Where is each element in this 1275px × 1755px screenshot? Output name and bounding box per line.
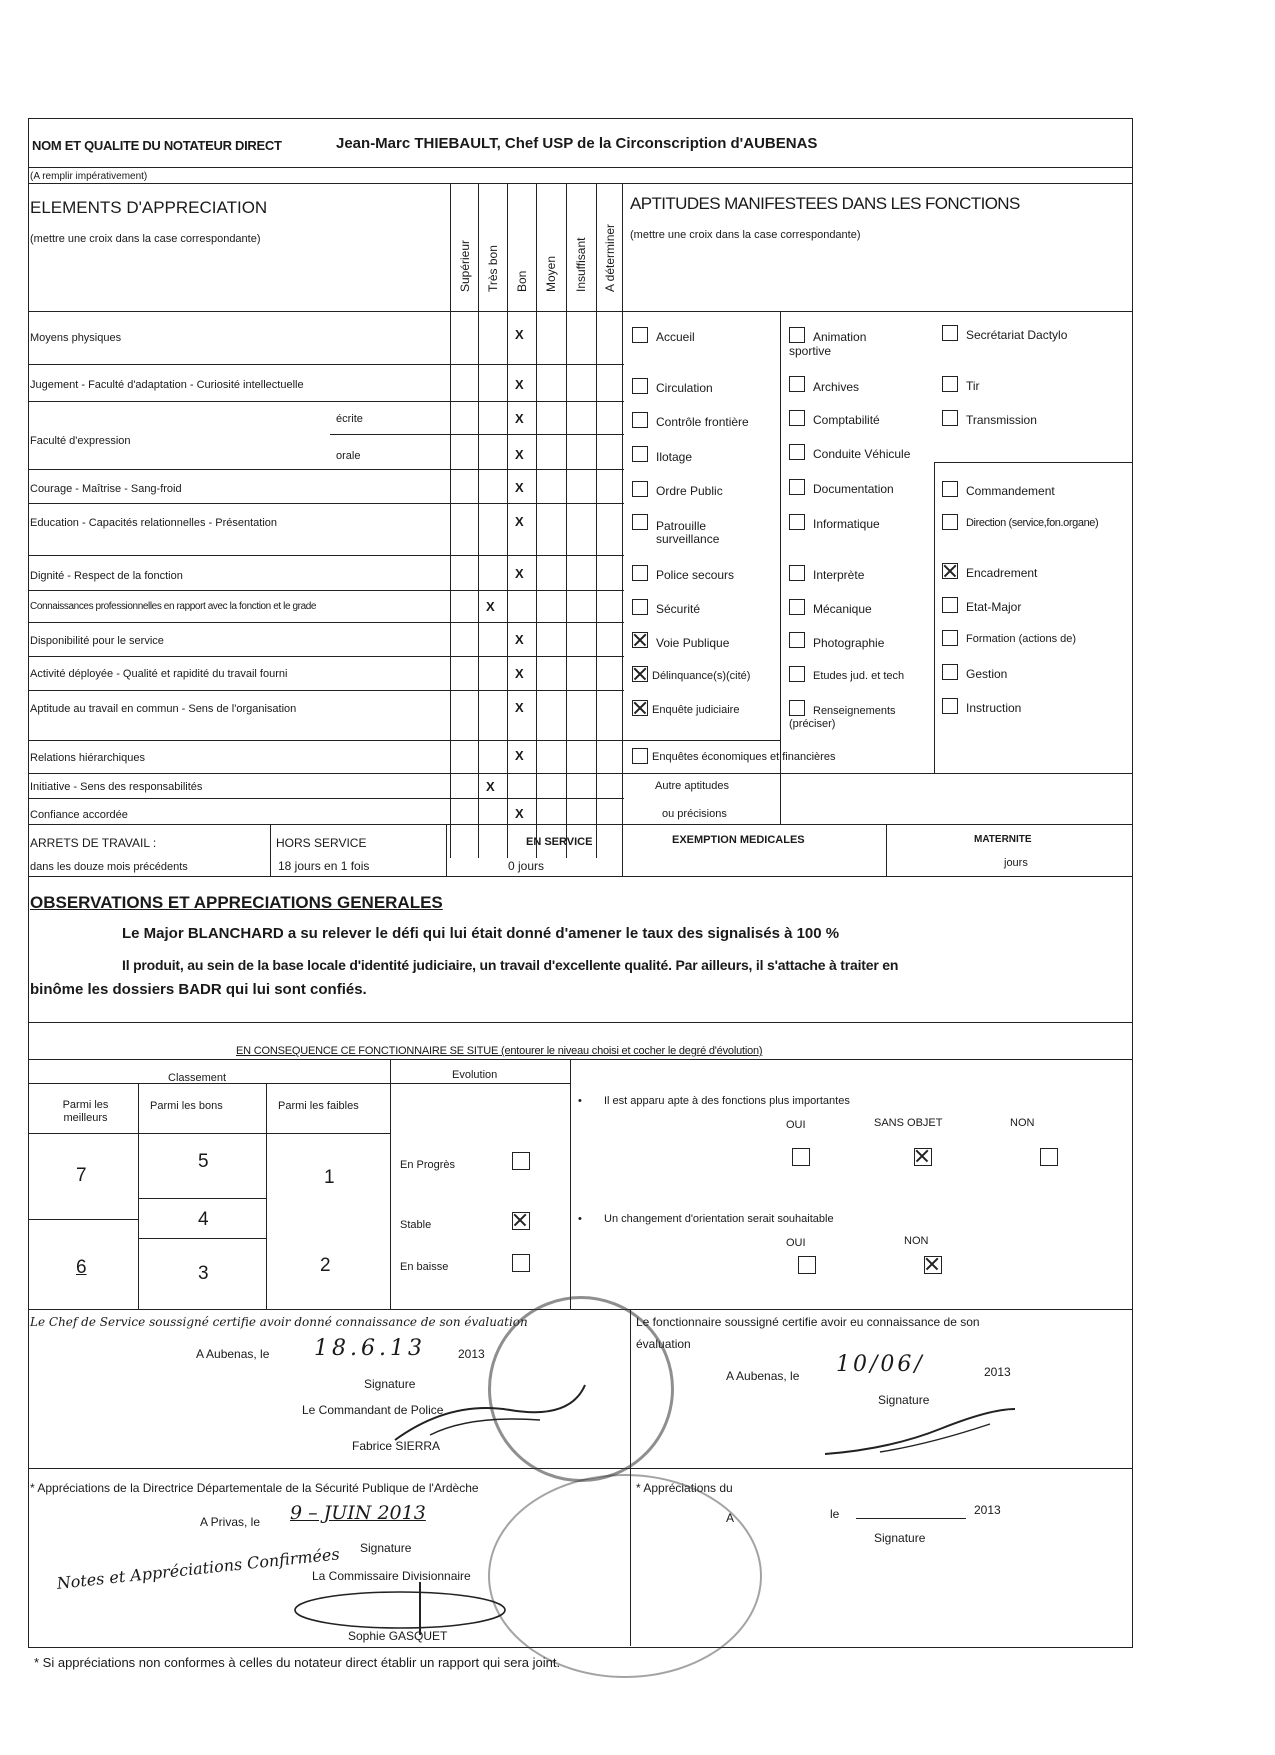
checkbox-comptabilite[interactable] <box>789 410 805 426</box>
checkbox-commandement[interactable] <box>942 481 958 497</box>
label-securite: Sécurité <box>656 602 701 616</box>
label-informatique: Informatique <box>813 517 880 531</box>
checkbox-ilotage[interactable] <box>632 446 648 462</box>
label-animation-sportive: Animation sportive <box>789 330 867 359</box>
label-conduite-vehicule: Conduite Véhicule <box>813 447 911 461</box>
classement-title: Classement <box>168 1072 227 1084</box>
label-accueil: Accueil <box>656 330 695 344</box>
a-aubenas: A Aubenas, le <box>196 1347 270 1361</box>
label-etat-major: Etat-Major <box>966 600 1022 614</box>
col-bon: Bon <box>515 270 529 292</box>
signature-directrice <box>290 1580 520 1643</box>
rank-5: 5 <box>198 1151 209 1172</box>
checkbox-photographie[interactable] <box>789 632 805 648</box>
mark-initiative: X <box>486 779 495 794</box>
question-orientation: Un changement d'orientation serait souhaitable <box>604 1213 834 1225</box>
consequence-header: EN CONSEQUENCE CE FONCTIONNAIRE SE SITUE (entourer le niveau choisi et cocher le degré d'évolution) <box>236 1045 763 1057</box>
checkbox-etat-major[interactable] <box>942 597 958 613</box>
evolution-en-baisse: En baisse <box>400 1261 449 1273</box>
mark-ecrite: X <box>515 411 524 426</box>
hors-service-title: HORS SERVICE <box>276 836 367 850</box>
row-activite: Activité déployée - Qualité et rapidité du travail fourni <box>30 668 288 680</box>
en-service-value: 0 jours <box>508 859 545 873</box>
label-etudes-jud: Etudes jud. et tech <box>813 670 905 682</box>
checkbox-ordre-public[interactable] <box>632 481 648 497</box>
col-faibles: Parmi les faibles <box>278 1100 359 1112</box>
mark-dignite: X <box>515 566 524 581</box>
notateur-label: NOM ET QUALITE DU NOTATEUR DIRECT <box>32 138 282 153</box>
year-chef: 2013 <box>458 1347 485 1361</box>
fonctionnaire-certifie-1: Le fonctionnaire soussigné certifie avoir eu connaissance de son <box>636 1315 980 1329</box>
label-gestion: Gestion <box>966 667 1008 681</box>
checkbox-interprete[interactable] <box>789 565 805 581</box>
label-secretariat: Secrétariat Dactylo <box>966 328 1068 342</box>
mark-connaissances: X <box>486 599 495 614</box>
arrets-label: ARRETS DE TRAVAIL : <box>30 836 157 850</box>
checkbox-gestion[interactable] <box>942 664 958 680</box>
checkbox-apte-oui[interactable] <box>792 1148 810 1166</box>
checkbox-archives[interactable] <box>789 376 805 392</box>
observations-title: OBSERVATIONS ET APPRECIATIONS GENERALES <box>30 893 443 912</box>
mark-education: X <box>515 514 524 529</box>
autre-aptitudes-label: Autre aptitudes <box>655 780 729 792</box>
ou-precisions-label: ou précisions <box>662 808 727 820</box>
label-oui-1: OUI <box>786 1119 806 1131</box>
checkbox-securite[interactable] <box>632 599 648 615</box>
checkbox-apte-sans-objet[interactable] <box>914 1148 932 1166</box>
label-controle-frontiere: Contrôle frontière <box>656 415 749 429</box>
mark-relations: X <box>515 748 524 763</box>
label-transmission: Transmission <box>966 413 1037 427</box>
row-moyens-physiques: Moyens physiques <box>30 332 122 344</box>
label-delinquance: Délinquance(s)(cité) <box>652 670 751 682</box>
rank-7: 7 <box>76 1165 87 1186</box>
label-comptabilite: Comptabilité <box>813 413 880 427</box>
notateur-value: Jean-Marc THIEBAULT, Chef USP de la Circonscription d'AUBENAS <box>336 135 818 152</box>
mark-disponibilite: X <box>515 632 524 647</box>
checkbox-en-progres[interactable] <box>512 1152 530 1170</box>
name-gasquet: Sophie GASQUET <box>348 1629 448 1643</box>
fonctionnaire-certifie-2: évaluation <box>636 1337 691 1351</box>
label-patrouille: Patrouille surveillance <box>656 519 720 547</box>
arrets-sublabel: dans les douze mois précédents <box>30 861 188 873</box>
maternite-title: MATERNITE <box>974 834 1032 845</box>
bullet-2: • <box>578 1213 582 1225</box>
checkbox-conduite-vehicule[interactable] <box>789 444 805 460</box>
mark-orale: X <box>515 447 524 462</box>
row-aptitude-travail: Aptitude au travail en commun - Sens de l'organisation <box>30 703 297 715</box>
signature-label-fonctionnaire: Signature <box>878 1393 930 1407</box>
aptitudes-subtitle: (mettre une croix dans la case correspondante) <box>630 229 861 241</box>
checkbox-enquetes-eco[interactable] <box>632 748 648 764</box>
rank-2: 2 <box>320 1255 331 1276</box>
rank-1: 1 <box>324 1167 335 1188</box>
label-enquete-judiciaire: Enquête judiciaire <box>652 704 740 716</box>
mark-courage: X <box>515 480 524 495</box>
label-non-1: NON <box>1010 1117 1035 1129</box>
evolution-en-progres: En Progrès <box>400 1159 456 1171</box>
col-bons: Parmi les bons <box>150 1100 223 1112</box>
col-moyen: Moyen <box>544 255 558 292</box>
chef-certifie: Le Chef de Service soussigné certifie avoir donné connaissance de son évaluation <box>30 1315 528 1329</box>
signature-label-chef: Signature <box>364 1377 416 1391</box>
observations-para1: Le Major BLANCHARD a su relever le défi qui lui était donné d'amener le taux des signalisés à 100 % <box>122 925 840 942</box>
checkbox-encadrement[interactable] <box>942 563 958 579</box>
col-a-determiner: A déterminer <box>603 223 617 292</box>
label-interprete: Interprète <box>813 568 865 582</box>
label-archives: Archives <box>813 380 860 394</box>
label-photographie: Photographie <box>813 636 885 650</box>
observations-para2a: Il produit, au sein de la base locale d'identité judiciaire, un travail d'excellente qualité. Par ailleurs, il s'attache à traiter en <box>122 957 899 973</box>
checkbox-police-secours[interactable] <box>632 565 648 581</box>
row-disponibilite: Disponibilité pour le service <box>30 635 164 647</box>
date-privas: 9 – JUIN 2013 <box>290 1502 426 1524</box>
label-tir: Tir <box>966 379 980 393</box>
col-meilleurs: Parmi les meilleurs <box>62 1099 109 1125</box>
row-jugement: Jugement - Faculté d'adaptation - Curiosité intellectuelle <box>30 379 304 391</box>
checkbox-stable[interactable] <box>512 1212 530 1230</box>
official-stamp-bottom <box>488 1474 762 1678</box>
checkbox-voie-publique[interactable] <box>632 632 648 648</box>
label-police-secours: Police secours <box>656 568 735 582</box>
a-aubenas-2: A Aubenas, le <box>726 1369 800 1383</box>
col-superieur: Supérieur <box>458 239 472 292</box>
checkbox-patrouille[interactable] <box>632 514 648 530</box>
label-sans-objet: SANS OBJET <box>874 1117 943 1129</box>
a-privas: A Privas, le <box>200 1515 261 1529</box>
checkbox-secretariat[interactable] <box>942 325 958 341</box>
commissaire-label: La Commissaire Divisionnaire <box>312 1569 471 1583</box>
year-appreciations: 2013 <box>974 1503 1001 1517</box>
checkbox-direction[interactable] <box>942 514 958 530</box>
checkbox-documentation[interactable] <box>789 479 805 495</box>
checkbox-informatique[interactable] <box>789 514 805 530</box>
signature-chef <box>390 1380 590 1450</box>
observations-para2b: binôme les dossiers BADR qui lui sont confiés. <box>30 981 367 998</box>
name-sierra: Fabrice SIERRA <box>352 1439 441 1453</box>
checkbox-accueil[interactable] <box>632 327 648 343</box>
label-ordre-public: Ordre Public <box>656 484 723 498</box>
rank-4: 4 <box>198 1209 209 1230</box>
row-dignite: Dignité - Respect de la fonction <box>30 570 183 582</box>
checkbox-orientation-non[interactable] <box>924 1256 942 1274</box>
checkbox-formation[interactable] <box>942 630 958 646</box>
notateur-note: (A remplir impérativement) <box>30 171 148 182</box>
label-enquetes-eco: Enquêtes économiques et financières <box>652 751 836 763</box>
checkbox-controle-frontiere[interactable] <box>632 412 648 428</box>
label-oui-2: OUI <box>786 1237 806 1249</box>
question-apte: Il est apparu apte à des fonctions plus importantes <box>604 1095 850 1107</box>
handwritten-confirmation: Notes et Appréciations Confirmées <box>55 1544 341 1593</box>
directrice-appreciations: * Appréciations de la Directrice Départementale de la Sécurité Publique de l'Ardèche <box>30 1481 479 1495</box>
row-faculte-expression: Faculté d'expression <box>30 435 131 447</box>
row-courage: Courage - Maîtrise - Sang-froid <box>30 483 182 495</box>
row-ecrite: écrite <box>336 413 363 425</box>
year-fonctionnaire: 2013 <box>984 1365 1011 1379</box>
checkbox-apte-non[interactable] <box>1040 1148 1058 1166</box>
checkbox-delinquance[interactable] <box>632 666 648 682</box>
label-renseignements: Renseignements (préciser) <box>789 705 896 731</box>
appreciations-du: * Appréciations du <box>636 1481 733 1495</box>
date-fonctionnaire: 10/06/ <box>836 1352 925 1377</box>
label-direction: Direction (service,fon.organe) <box>966 517 1099 529</box>
checkbox-mecanique[interactable] <box>789 599 805 615</box>
date-chef: 18.6.13 <box>314 1336 426 1361</box>
mark-moyens-physiques: X <box>515 327 524 342</box>
mark-confiance: X <box>515 806 524 821</box>
col-tres-bon: Très bon <box>486 245 500 292</box>
hors-service-value: 18 jours en 1 fois <box>278 859 370 873</box>
signature-label-directrice: Signature <box>360 1541 412 1555</box>
label-non-2: NON <box>904 1235 929 1247</box>
label-commandement: Commandement <box>966 484 1055 498</box>
label-circulation: Circulation <box>656 381 713 395</box>
commandant-label: Le Commandant de Police <box>302 1403 444 1417</box>
checkbox-en-baisse[interactable] <box>512 1254 530 1272</box>
mark-aptitude-travail: X <box>515 700 524 715</box>
label-mecanique: Mécanique <box>813 602 872 616</box>
checkbox-etudes-jud[interactable] <box>789 666 805 682</box>
label-voie-publique: Voie Publique <box>656 636 730 650</box>
row-initiative: Initiative - Sens des responsabilités <box>30 781 203 793</box>
evolution-stable: Stable <box>400 1219 432 1231</box>
signature-label-appreciations: Signature <box>874 1531 926 1545</box>
checkbox-transmission[interactable] <box>942 410 958 426</box>
elements-title: ELEMENTS D'APPRECIATION <box>30 198 268 217</box>
checkbox-circulation[interactable] <box>632 378 648 394</box>
bullet-1: • <box>578 1095 582 1107</box>
checkbox-enquete-judiciaire[interactable] <box>632 700 648 716</box>
label-documentation: Documentation <box>813 482 894 496</box>
en-service-title: EN SERVICE <box>526 836 593 848</box>
label-encadrement: Encadrement <box>966 566 1038 580</box>
row-orale: orale <box>336 450 361 462</box>
mark-jugement: X <box>515 377 524 392</box>
a-label: A <box>726 1511 735 1525</box>
evolution-title: Evolution <box>452 1069 498 1081</box>
row-education: Education - Capacités relationnelles - Présentation <box>30 517 278 529</box>
row-connaissances: Connaissances professionnelles en rapport avec la fonction et le grade <box>30 601 317 612</box>
maternite-value: jours <box>1004 857 1028 869</box>
label-instruction: Instruction <box>966 701 1022 715</box>
signature-fonctionnaire <box>820 1404 1020 1464</box>
label-ilotage: Ilotage <box>656 450 693 464</box>
footer-note: * Si appréciations non conformes à celles du notateur direct établir un rapport qui sera joint. <box>34 1655 561 1670</box>
mark-activite: X <box>515 666 524 681</box>
label-formation: Formation (actions de) <box>966 633 1077 645</box>
aptitudes-title: APTITUDES MANIFESTEES DANS LES FONCTIONS <box>630 194 1020 213</box>
exemption-title: EXEMPTION MEDICALES <box>672 834 805 846</box>
checkbox-orientation-oui[interactable] <box>798 1256 816 1274</box>
row-relations: Relations hiérarchiques <box>30 752 145 764</box>
le-label: le <box>830 1507 840 1521</box>
row-confiance: Confiance accordée <box>30 809 128 821</box>
rank-3: 3 <box>198 1263 209 1284</box>
elements-subtitle: (mettre une croix dans la case correspondante) <box>30 233 261 245</box>
checkbox-tir[interactable] <box>942 376 958 392</box>
rank-6: 6 <box>76 1257 87 1278</box>
checkbox-instruction[interactable] <box>942 698 958 714</box>
col-insuffisant: Insuffisant <box>574 237 588 292</box>
